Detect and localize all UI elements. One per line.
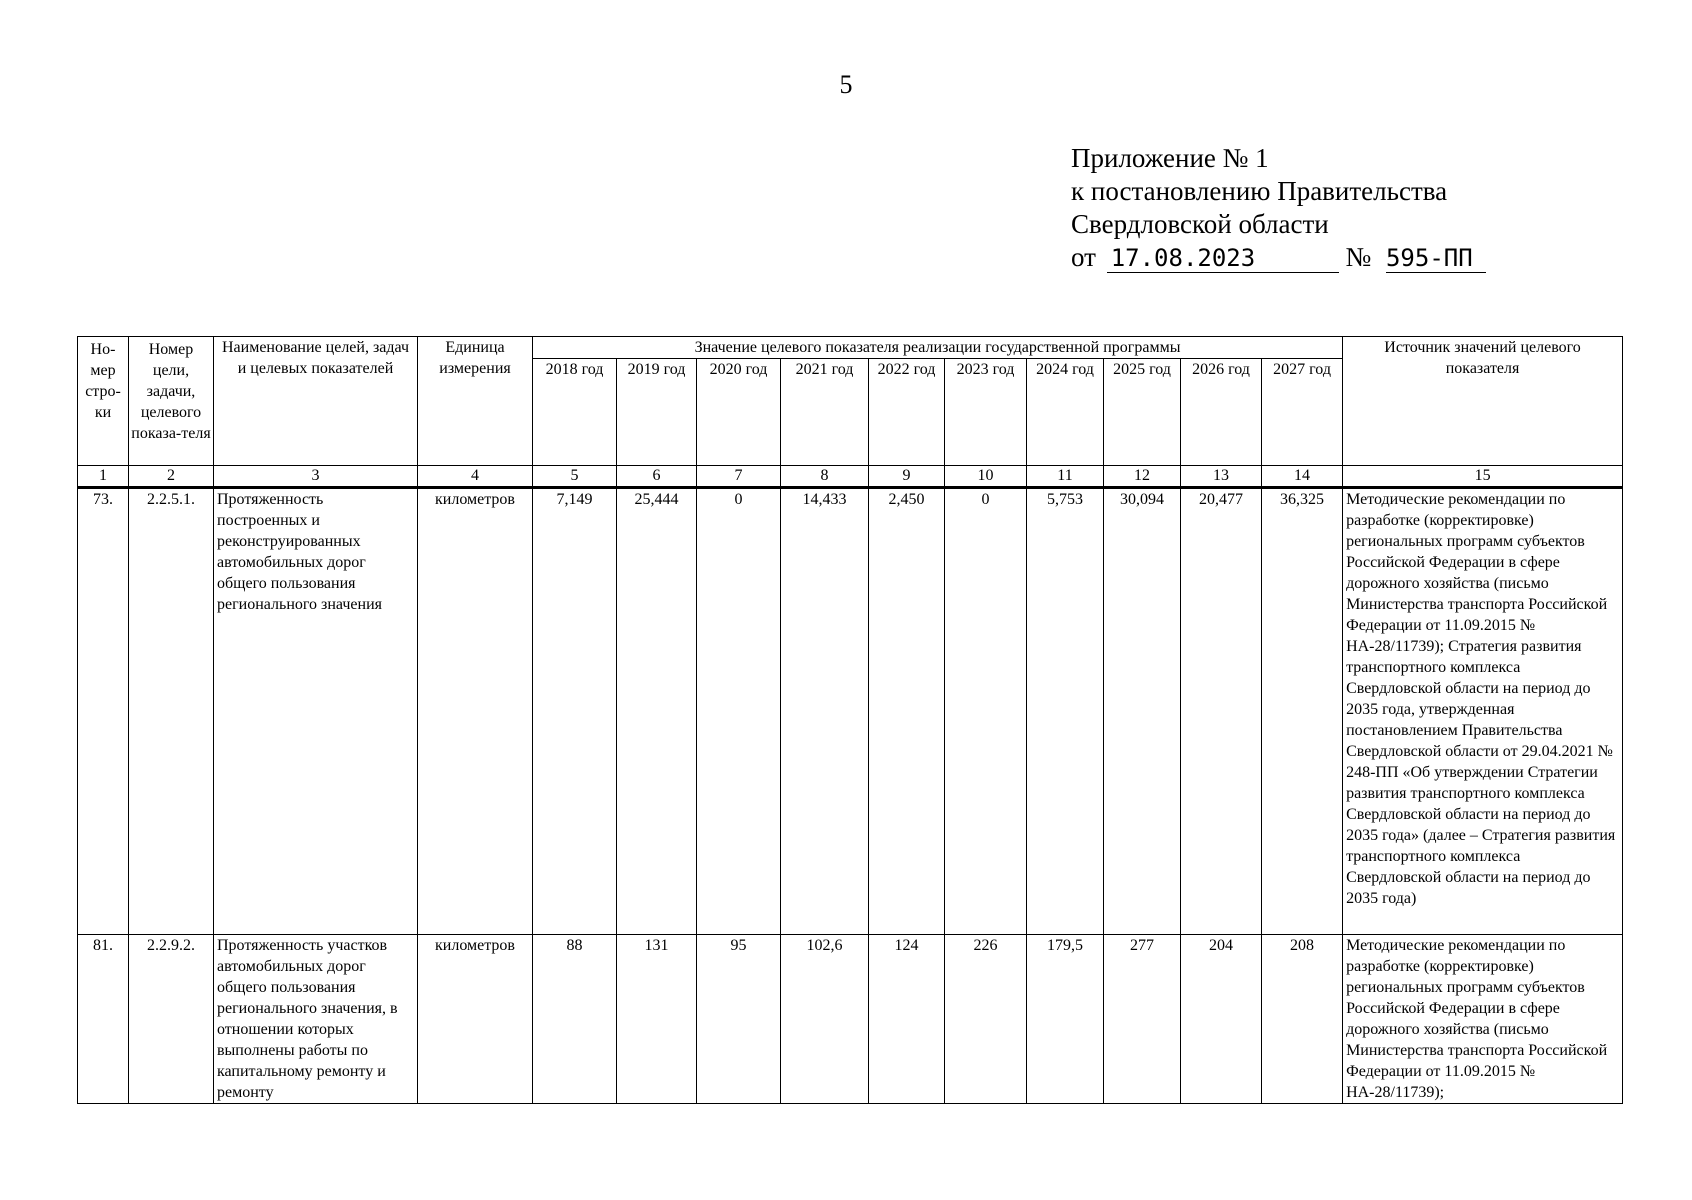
value-2018: 7,149 — [533, 488, 617, 935]
column-index: 12 — [1104, 466, 1181, 488]
indicators-table — [77, 336, 1623, 1104]
header-year: 2025 год — [1104, 359, 1181, 466]
header-source — [1343, 337, 1623, 466]
column-index: 3 — [214, 466, 418, 488]
appendix-region-line: Свердловской области — [1071, 209, 1329, 239]
header-row-number-text: Но-мер стро-ки — [85, 341, 121, 421]
header-year: 2027 год — [1262, 359, 1343, 466]
column-index: 5 — [533, 466, 617, 488]
column-index-row — [78, 466, 1623, 488]
header-year: 2019 год — [617, 359, 697, 466]
table-row — [78, 935, 1623, 1104]
page-number: 5 — [839, 70, 853, 99]
column-index: 8 — [781, 466, 869, 488]
header-year: 2018 год — [533, 359, 617, 466]
value-2019: 25,444 — [617, 488, 697, 935]
header-year: 2024 год — [1027, 359, 1104, 466]
header-year: 2023 год — [945, 359, 1027, 466]
resolution-date: 17.08.2023 — [1107, 245, 1339, 273]
appendix-resolution-line: к постановлению Правительства — [1071, 176, 1448, 206]
column-index: 10 — [945, 466, 1027, 488]
source-text: Методические рекомендации по разработке (корректировке) региональных программ субъектов Российской Федерации в сфере дорожного хозяйства (письмо Министерства транспорта Российской Федерации от 11.09.2015 № НА-28/11739); Стратегия развития транспортного комплекса Свердловской области на период до 2035 года, утвержденная постановлением Правительства Свердловской области от 29.04.2021 № 248-ПП «Об утверждении Стратегии развития транспортного комплекса Свердловской области на период до 2035 года» (далее – Стратегия развития транспортного комплекса Свердловской области на период до 2035 года) — [1343, 488, 1623, 935]
number-label: № — [1345, 242, 1372, 272]
column-index: 9 — [869, 466, 945, 488]
header-year: 2020 год — [697, 359, 781, 466]
column-index: 11 — [1027, 466, 1104, 488]
value-2024: 179,5 — [1027, 935, 1104, 1104]
header-name — [214, 337, 418, 466]
header-goal-number-text: Номер цели, задачи, целевого показа-теля — [131, 341, 211, 442]
column-index: 15 — [1343, 466, 1623, 488]
value-2026: 204 — [1181, 935, 1262, 1104]
header-name-text: Наименование целей, задач и целевых показателей — [221, 339, 410, 377]
value-2023: 226 — [945, 935, 1027, 1104]
indicator-name: Протяженность участков автомобильных дорог общего пользования регионального значения, в отношении которых выполнены работы по капитальному ремонту и ремонту — [214, 935, 418, 1104]
header-values-group — [533, 337, 1343, 359]
goal-code: 2.2.5.1. — [129, 488, 214, 935]
header-source-text: Источник значений целевого показателя — [1384, 339, 1581, 377]
value-2027: 36,325 — [1262, 488, 1343, 935]
header-year: 2021 год — [781, 359, 869, 466]
unit: километров — [418, 935, 533, 1104]
value-2021: 14,433 — [781, 488, 869, 935]
value-2020: 0 — [697, 488, 781, 935]
value-2021: 102,6 — [781, 935, 869, 1104]
column-index: 13 — [1181, 466, 1262, 488]
value-2019: 131 — [617, 935, 697, 1104]
column-index: 6 — [617, 466, 697, 488]
resolution-number: 595-ПП — [1386, 245, 1486, 273]
value-2023: 0 — [945, 488, 1027, 935]
value-2020: 95 — [697, 935, 781, 1104]
appendix-signature-line — [1071, 241, 1486, 274]
value-2024: 5,753 — [1027, 488, 1104, 935]
header-row — [78, 337, 1623, 359]
source-text: Методические рекомендации по разработке (корректировке) региональных программ субъектов Российской Федерации в сфере дорожного хозяйства (письмо Министерства транспорта Российской Федерации от 11.09.2015 № НА-28/11739); — [1343, 935, 1623, 1104]
column-index: 2 — [129, 466, 214, 488]
value-2022: 124 — [869, 935, 945, 1104]
unit: километров — [418, 488, 533, 935]
appendix-block — [1071, 142, 1486, 274]
value-2025: 30,094 — [1104, 488, 1181, 935]
header-unit — [418, 337, 533, 466]
row-number: 81. — [78, 935, 129, 1104]
value-2026: 20,477 — [1181, 488, 1262, 935]
header-unit-text: Единица измерения — [439, 339, 511, 377]
column-index: 1 — [78, 466, 129, 488]
row-number: 73. — [78, 488, 129, 935]
column-index: 7 — [697, 466, 781, 488]
indicator-name: Протяженность построенных и реконструированных автомобильных дорог общего пользования регионального значения — [214, 488, 418, 935]
header-values-group-text: Значение целевого показателя реализации государственной программы — [694, 339, 1181, 356]
header-row-number — [78, 337, 129, 466]
column-index: 4 — [418, 466, 533, 488]
value-2027: 208 — [1262, 935, 1343, 1104]
header-goal-number — [129, 337, 214, 466]
goal-code: 2.2.9.2. — [129, 935, 214, 1104]
value-2022: 2,450 — [869, 488, 945, 935]
value-2025: 277 — [1104, 935, 1181, 1104]
from-label: от — [1071, 242, 1096, 272]
column-index: 14 — [1262, 466, 1343, 488]
value-2018: 88 — [533, 935, 617, 1104]
header-year: 2026 год — [1181, 359, 1262, 466]
header-year: 2022 год — [869, 359, 945, 466]
table-row — [78, 488, 1623, 935]
appendix-title: Приложение № 1 — [1071, 143, 1269, 173]
